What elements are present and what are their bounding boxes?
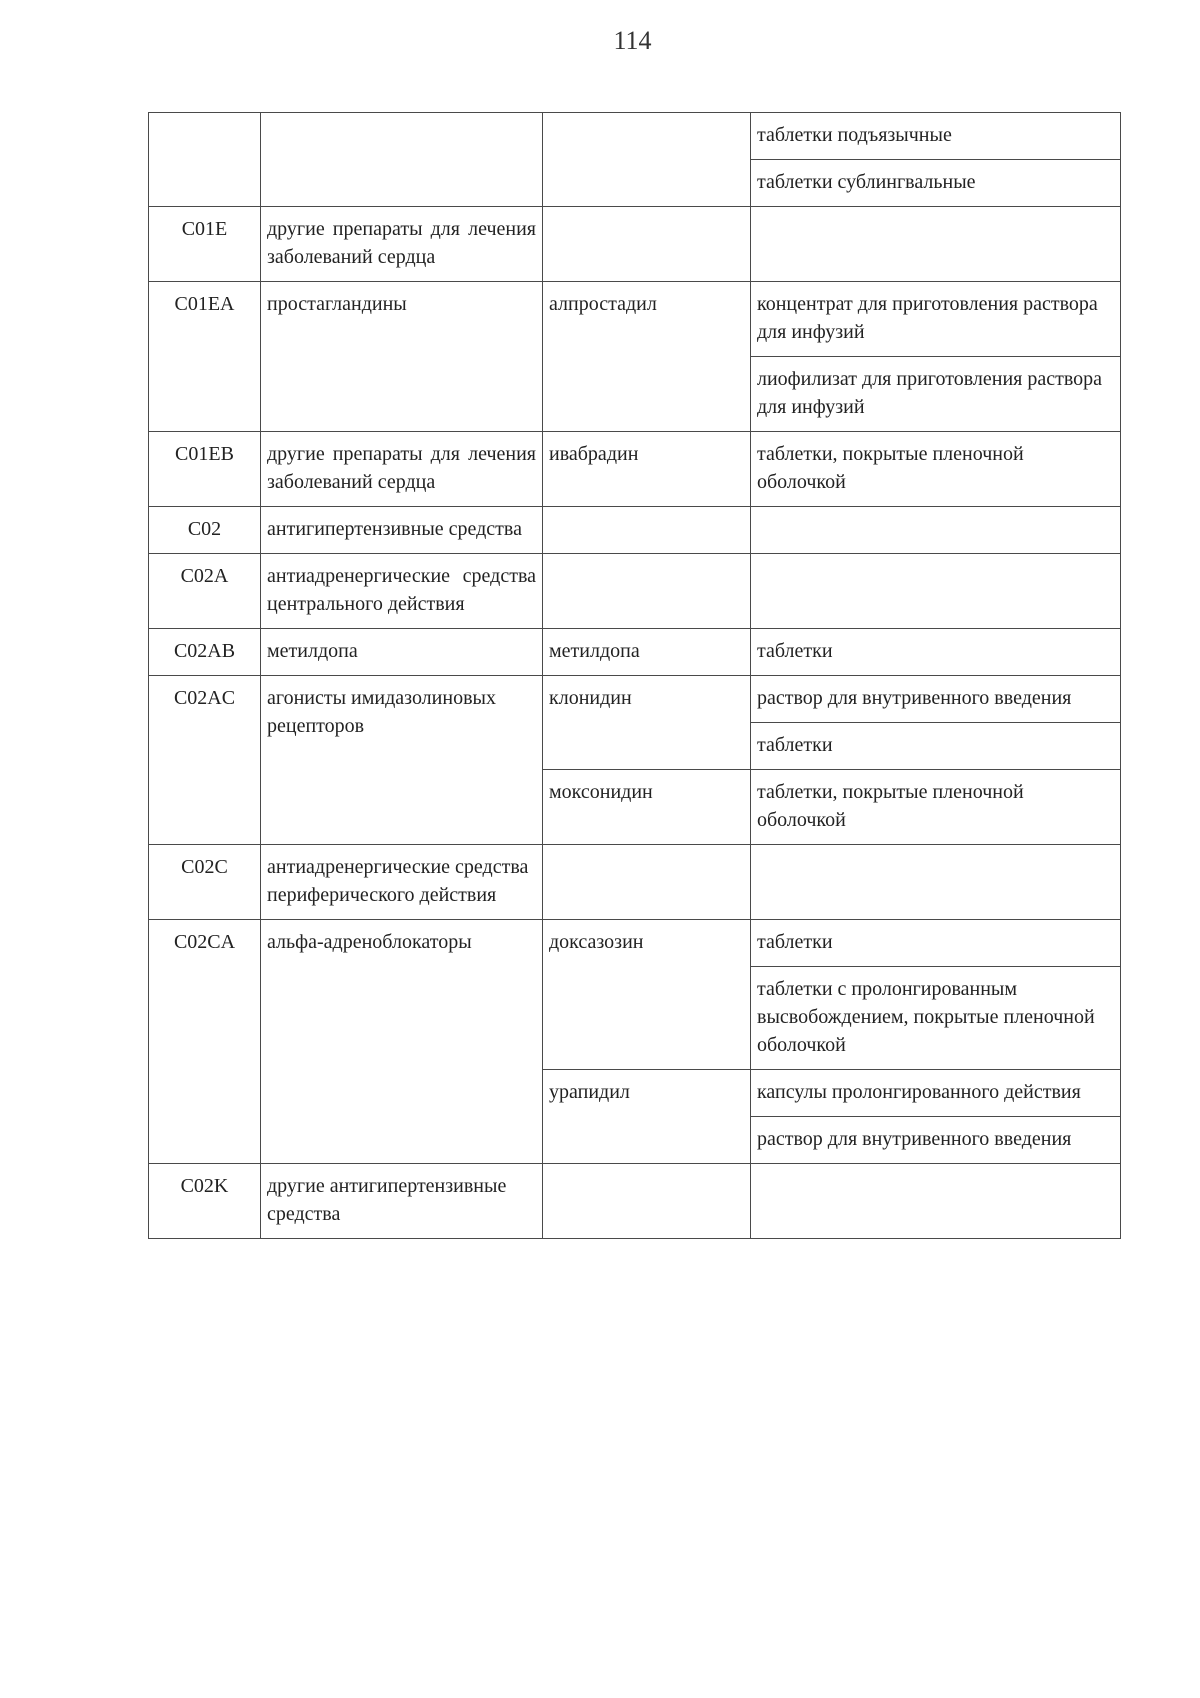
drug-cell: доксазозин: [543, 920, 751, 1070]
group-cell: агонисты имидазолиновых рецепторов: [261, 676, 543, 845]
drug-cell: [543, 113, 751, 207]
form-cell: [751, 207, 1121, 282]
form-cell: лиофилизат для приготовления раствора для инфузий: [751, 357, 1121, 432]
group-cell: антиадренергические средства периферического действия: [261, 845, 543, 920]
group-cell: метилдопа: [261, 629, 543, 676]
table-row: [149, 554, 1121, 629]
form-cell: таблетки, покрытые пленочной оболочкой: [751, 432, 1121, 507]
drug-cell: [543, 1164, 751, 1239]
form-cell: капсулы пролонгированного действия: [751, 1070, 1121, 1117]
form-cell: [751, 507, 1121, 554]
atc-table: [148, 112, 1121, 1239]
form-cell: таблетки: [751, 629, 1121, 676]
table-row: [149, 207, 1121, 282]
form-cell: раствор для внутривенного введения: [751, 676, 1121, 723]
code-cell: [149, 113, 261, 207]
group-cell: антиадренергические средства центрального действия: [261, 554, 543, 629]
group-cell: другие препараты для лечения заболеваний сердца: [261, 432, 543, 507]
table-row: [149, 1164, 1121, 1239]
drug-cell: метилдопа: [543, 629, 751, 676]
group-cell: альфа-адреноблокаторы: [261, 920, 543, 1164]
form-cell: таблетки: [751, 920, 1121, 967]
code-cell: C02AB: [149, 629, 261, 676]
form-cell: таблетки подъязычные: [751, 113, 1121, 160]
drug-cell: [543, 845, 751, 920]
group-cell: антигипертензивные средства: [261, 507, 543, 554]
table-row: [149, 113, 1121, 160]
group-cell: [261, 113, 543, 207]
form-cell: таблетки, покрытые пленочной оболочкой: [751, 770, 1121, 845]
table-row: [149, 282, 1121, 357]
table-row: [149, 629, 1121, 676]
form-cell: [751, 554, 1121, 629]
form-cell: концентрат для приготовления раствора для инфузий: [751, 282, 1121, 357]
code-cell: C02: [149, 507, 261, 554]
code-cell: C01EA: [149, 282, 261, 432]
group-cell: другие антигипертензивные средства: [261, 1164, 543, 1239]
code-cell: C02AC: [149, 676, 261, 845]
drug-cell: [543, 554, 751, 629]
drug-cell: моксонидин: [543, 770, 751, 845]
code-cell: C02C: [149, 845, 261, 920]
drug-cell: [543, 207, 751, 282]
code-cell: C01EB: [149, 432, 261, 507]
code-cell: C02K: [149, 1164, 261, 1239]
form-cell: таблетки сублингвальные: [751, 160, 1121, 207]
table-row: [149, 920, 1121, 967]
table-row: [149, 432, 1121, 507]
drug-cell: урапидил: [543, 1070, 751, 1164]
code-cell: C02A: [149, 554, 261, 629]
drug-cell: [543, 507, 751, 554]
form-cell: [751, 845, 1121, 920]
page-number: 114: [613, 26, 652, 55]
code-cell: C02CA: [149, 920, 261, 1164]
form-cell: раствор для внутривенного введения: [751, 1117, 1121, 1164]
drug-cell: клонидин: [543, 676, 751, 770]
code-cell: C01E: [149, 207, 261, 282]
table-row: [149, 507, 1121, 554]
table-row: [149, 676, 1121, 723]
group-cell: простагландины: [261, 282, 543, 432]
form-cell: таблетки: [751, 723, 1121, 770]
form-cell: [751, 1164, 1121, 1239]
drug-cell: алпростадил: [543, 282, 751, 432]
form-cell: таблетки с пролонгированным высвобождением, покрытые пленочной оболочкой: [751, 967, 1121, 1070]
drug-cell: ивабрадин: [543, 432, 751, 507]
table-row: [149, 845, 1121, 920]
group-cell: другие препараты для лечения заболеваний сердца: [261, 207, 543, 282]
